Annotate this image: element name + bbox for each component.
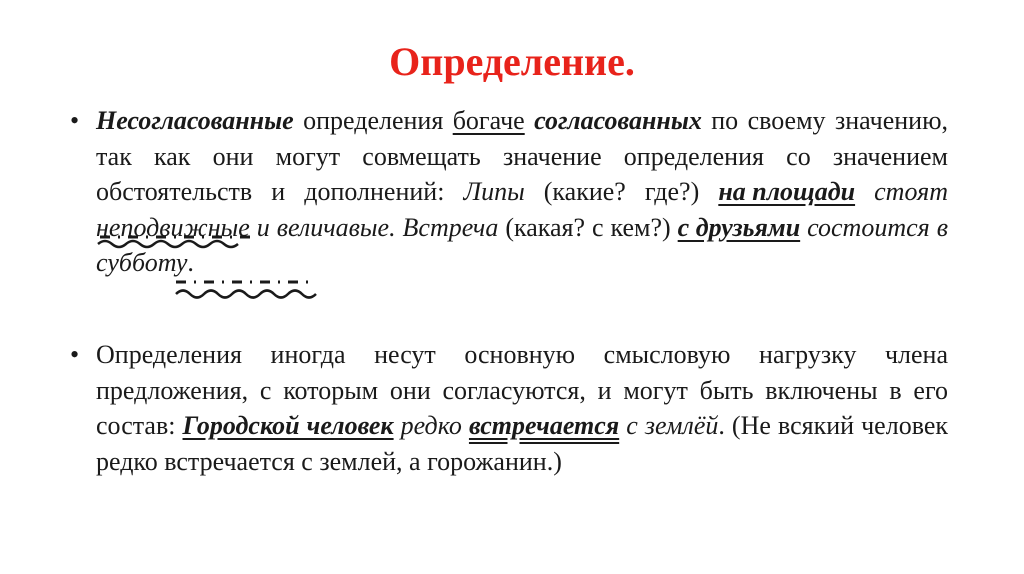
- slide-title: Определение.: [389, 39, 635, 84]
- example-word-lipy: Липы: [463, 177, 525, 206]
- bullet-marker: •: [70, 106, 80, 135]
- text-segment: [525, 106, 534, 135]
- example-sentence-2: состоится в субботу: [96, 212, 948, 277]
- bullet-paragraph-2: [70, 337, 948, 479]
- text-segment: .: [187, 248, 194, 277]
- bullet-marker: •: [70, 340, 80, 369]
- example-phrase-gorodskoy-chelovek: Городской человек: [182, 411, 394, 440]
- question-segment: (какие? где?): [524, 177, 719, 206]
- term-soglasovannyh: согласованных: [534, 106, 702, 135]
- example-word-vstrechaetsya: встречается: [468, 411, 620, 440]
- bullet-paragraph-1: [70, 103, 948, 281]
- wavy-underline-s-druzyami: [176, 291, 316, 298]
- text-segment: . (Не всякий человек редко встречается с землей, а горожанин.): [96, 411, 948, 476]
- example-word-redko: редко: [393, 411, 469, 440]
- example-phrase-s-zemley: с землёй: [619, 411, 719, 440]
- underlined-word-bogache: богаче: [452, 106, 525, 135]
- text-segment: по своему значению, так как они могут совмещать значение определения со значением обстоятельств и дополнений:: [96, 106, 948, 206]
- term-nesoglasovannye: Несогласованные: [96, 106, 294, 135]
- example-sentence-1: стоят неподвижные и величавые. Встреча: [96, 177, 948, 242]
- text-segment: Определения иногда несут основную смысловую нагрузку члена предложения, с которым они согласуются, и могут быть включены в его состав:: [96, 340, 948, 440]
- example-phrase-s-druzyami: с друзьями: [677, 212, 801, 242]
- example-phrase-na-ploshchadi: на площади: [718, 177, 856, 206]
- text-segment: определения: [293, 106, 453, 135]
- question-segment: (какая? с кем?): [498, 212, 678, 242]
